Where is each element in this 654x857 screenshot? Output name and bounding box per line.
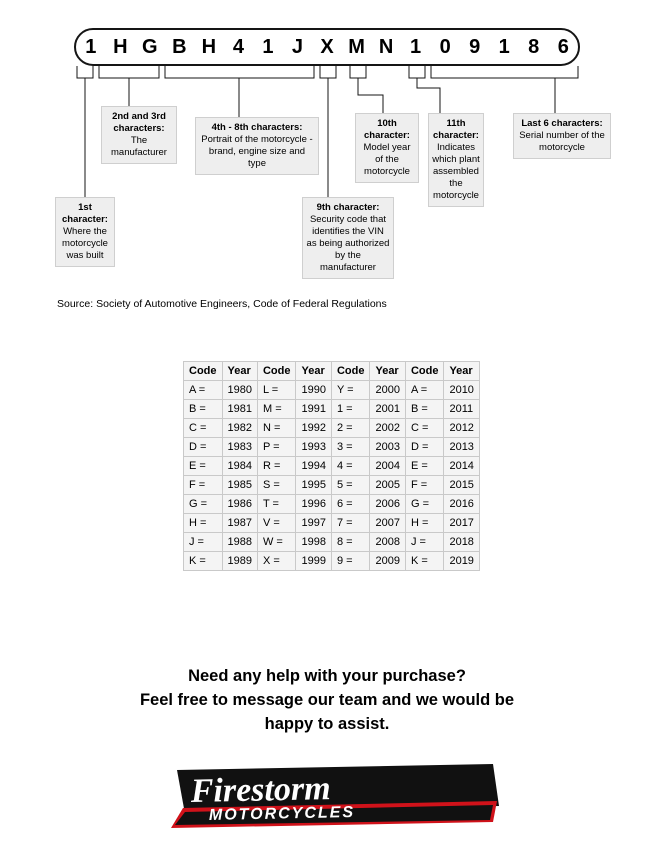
cell-year: 1994 — [296, 457, 331, 476]
cell-year: 1987 — [222, 514, 257, 533]
column-header: Code — [257, 362, 296, 381]
cell-code: G = — [184, 495, 223, 514]
cell-year: 2011 — [444, 400, 479, 419]
cell-code: M = — [257, 400, 296, 419]
cell-code: H = — [184, 514, 223, 533]
vin-character: 8 — [528, 36, 540, 58]
table-row — [184, 438, 480, 457]
cell-year: 1981 — [222, 400, 257, 419]
cell-year: 2003 — [370, 438, 405, 457]
cell-code: P = — [257, 438, 296, 457]
cell-code: F = — [184, 476, 223, 495]
vin-character: 1 — [85, 36, 97, 58]
cell-code: A = — [405, 381, 444, 400]
cell-code: G = — [405, 495, 444, 514]
cell-year: 1984 — [222, 457, 257, 476]
cell-code: Y = — [331, 381, 370, 400]
cell-code: C = — [184, 419, 223, 438]
callout-title: 11th character: — [433, 118, 479, 141]
cell-code: B = — [405, 400, 444, 419]
logo-brand-text: Firestorm — [190, 770, 331, 810]
help-message — [0, 664, 654, 736]
cell-year: 1997 — [296, 514, 331, 533]
cell-year: 2007 — [370, 514, 405, 533]
table-row — [184, 552, 480, 571]
cell-year: 2012 — [444, 419, 479, 438]
vin-character: X — [320, 36, 334, 58]
table-header-row — [184, 362, 480, 381]
callout-body: Where the motorcycle was built — [62, 226, 108, 261]
table-row — [184, 419, 480, 438]
cell-year: 1985 — [222, 476, 257, 495]
callout-title: 2nd and 3rd characters: — [112, 111, 166, 134]
cell-year: 1998 — [296, 533, 331, 552]
cell-year: 2016 — [444, 495, 479, 514]
callout-title: 4th - 8th characters: — [211, 122, 303, 133]
logo-graphic — [163, 762, 503, 846]
cell-code: J = — [405, 533, 444, 552]
cell-code: D = — [405, 438, 444, 457]
help-line-2: Feel free to message our team and we would be — [139, 691, 515, 709]
callout-9th-character — [302, 197, 394, 279]
cell-code: K = — [405, 552, 444, 571]
cell-code: X = — [257, 552, 296, 571]
vin-character: J — [291, 36, 304, 58]
vin-character: H — [201, 36, 217, 58]
help-line-1: Need any help with your purchase? — [188, 667, 466, 685]
cell-year: 2004 — [370, 457, 405, 476]
column-header: Code — [184, 362, 223, 381]
firestorm-motorcycles-logo — [163, 762, 503, 846]
vin-character: 1 — [498, 36, 510, 58]
cell-code: S = — [257, 476, 296, 495]
column-header: Code — [405, 362, 444, 381]
cell-year: 1983 — [222, 438, 257, 457]
cell-year: 1993 — [296, 438, 331, 457]
callout-title: 1st character: — [62, 202, 108, 225]
callout-last-6-characters — [513, 113, 611, 159]
vin-character: 1 — [262, 36, 274, 58]
year-code-table — [183, 361, 480, 571]
column-header: Code — [331, 362, 370, 381]
cell-code: W = — [257, 533, 296, 552]
callout-4th-8th-characters — [195, 117, 319, 175]
callout-title: 9th character: — [316, 202, 380, 213]
cell-year: 2015 — [444, 476, 479, 495]
cell-code: 1 = — [331, 400, 370, 419]
cell-code: 8 = — [331, 533, 370, 552]
column-header: Year — [296, 362, 331, 381]
cell-code: H = — [405, 514, 444, 533]
cell-year: 1996 — [296, 495, 331, 514]
cell-code: A = — [184, 381, 223, 400]
cell-code: 3 = — [331, 438, 370, 457]
vin-character: H — [113, 36, 128, 58]
cell-year: 2000 — [370, 381, 405, 400]
callout-1st-character — [55, 197, 115, 267]
table-row — [184, 514, 480, 533]
source-citation: Source: Society of Automotive Engineers, Code of Federal Regulations — [57, 298, 387, 310]
callout-body: Serial number of the motorcycle — [519, 130, 605, 153]
cell-year: 1992 — [296, 419, 331, 438]
cell-year: 1982 — [222, 419, 257, 438]
cell-year: 2019 — [444, 552, 479, 571]
cell-code: B = — [184, 400, 223, 419]
cell-year: 2009 — [370, 552, 405, 571]
callout-body: The manufacturer — [111, 135, 167, 158]
table-row — [184, 457, 480, 476]
callout-body: Indicates which plant assembled the motorcycle — [432, 142, 480, 201]
cell-code: L = — [257, 381, 296, 400]
cell-year: 2010 — [444, 381, 479, 400]
column-header: Year — [370, 362, 405, 381]
vin-character: N — [378, 36, 394, 58]
cell-year: 2005 — [370, 476, 405, 495]
cell-year: 1986 — [222, 495, 257, 514]
callout-title: Last 6 characters: — [521, 118, 603, 129]
cell-code: V = — [257, 514, 296, 533]
cell-year: 2017 — [444, 514, 479, 533]
vin-character: 1 — [410, 36, 422, 58]
cell-year: 2018 — [444, 533, 479, 552]
cell-year: 1989 — [222, 552, 257, 571]
table-row — [184, 495, 480, 514]
callout-body: Portrait of the motorcycle - brand, engine size and type — [201, 134, 313, 169]
cell-code: 7 = — [331, 514, 370, 533]
cell-year: 2014 — [444, 457, 479, 476]
cell-code: K = — [184, 552, 223, 571]
cell-code: T = — [257, 495, 296, 514]
table-row — [184, 400, 480, 419]
cell-code: D = — [184, 438, 223, 457]
help-line-3: happy to assist. — [264, 715, 390, 733]
callout-2nd-3rd-characters — [101, 106, 177, 164]
cell-code: 6 = — [331, 495, 370, 514]
cell-year: 1991 — [296, 400, 331, 419]
cell-year: 2006 — [370, 495, 405, 514]
vin-character: 9 — [469, 36, 481, 58]
cell-year: 1995 — [296, 476, 331, 495]
cell-year: 1990 — [296, 381, 331, 400]
cell-code: J = — [184, 533, 223, 552]
column-header: Year — [444, 362, 479, 381]
table-row — [184, 381, 480, 400]
callout-11th-character — [428, 113, 484, 207]
callout-10th-character — [355, 113, 419, 183]
cell-code: C = — [405, 419, 444, 438]
cell-code: 4 = — [331, 457, 370, 476]
cell-year: 2008 — [370, 533, 405, 552]
cell-year: 1980 — [222, 381, 257, 400]
cell-code: F = — [405, 476, 444, 495]
table-row — [184, 476, 480, 495]
cell-code: R = — [257, 457, 296, 476]
cell-code: E = — [405, 457, 444, 476]
cell-year: 1999 — [296, 552, 331, 571]
callout-title: 10th character: — [364, 118, 410, 141]
table-row — [184, 533, 480, 552]
cell-code: 5 = — [331, 476, 370, 495]
cell-code: N = — [257, 419, 296, 438]
cell-code: 2 = — [331, 419, 370, 438]
vin-character: 4 — [232, 36, 244, 58]
cell-code: E = — [184, 457, 223, 476]
vin-character: G — [142, 36, 158, 58]
cell-year: 2001 — [370, 400, 405, 419]
vin-character: 0 — [439, 36, 451, 58]
cell-code: 9 = — [331, 552, 370, 571]
logo-subtitle-text: MOTORCYCLES — [208, 803, 356, 824]
cell-year: 2013 — [444, 438, 479, 457]
callout-body: Model year of the motorcycle — [363, 142, 411, 177]
column-header: Year — [222, 362, 257, 381]
vin-character: 6 — [557, 36, 569, 58]
vin-character: B — [172, 36, 187, 58]
callout-body: Security code that identifies the VIN as being authorized by the manufacturer — [306, 214, 390, 273]
cell-year: 2002 — [370, 419, 405, 438]
vin-character: M — [348, 36, 365, 58]
cell-year: 1988 — [222, 533, 257, 552]
